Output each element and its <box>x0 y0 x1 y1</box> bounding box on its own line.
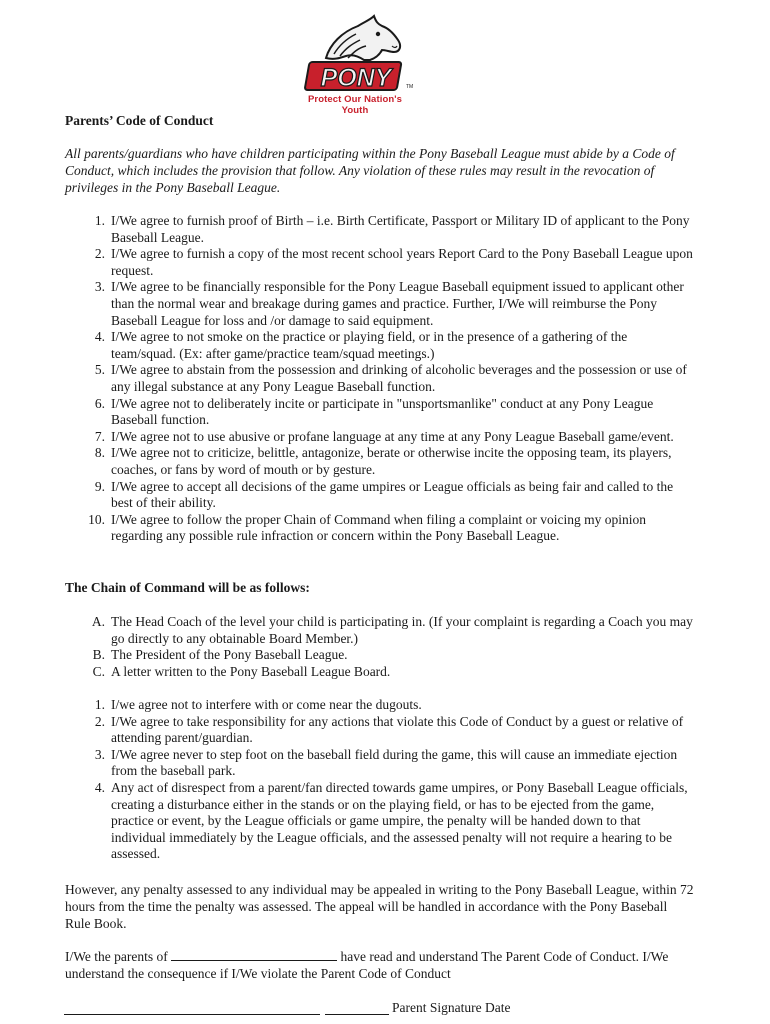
list-item-text: The Head Coach of the level your child is participating in. (If your complaint is regarding a Coach you may go directly to any obtainable Board Member.) <box>111 614 693 646</box>
list-item <box>65 512 693 545</box>
list-item-number: 2. <box>94 246 105 262</box>
list-item-number: 1. <box>94 697 105 712</box>
signature-date-field[interactable] <box>325 1014 389 1015</box>
list-item-number: 5. <box>94 362 105 378</box>
list-item-text: A letter written to the Pony Baseball League Board. <box>111 663 391 679</box>
list-item-text: Any act of disrespect from a parent/fan directed towards game umpires, or Pony Baseball League officials, creating a disturbance either in the stands or on the playing field, or has to be ejected from the game, practice or event, by the League officials or game umpire, the penalty will be handed down to that individual immediately by the League officials, and the assessed penalty will not require a hearing to be assessed. <box>111 779 688 862</box>
list-item-number: 4. <box>94 779 105 795</box>
list-item-number: 1. <box>94 213 105 228</box>
rules-list <box>65 213 693 545</box>
list-item <box>65 664 693 681</box>
list-item <box>65 747 693 780</box>
list-item <box>65 429 693 446</box>
list-item <box>65 479 693 512</box>
acknowledgement-paragraph <box>65 948 695 982</box>
list-item-number: 2. <box>94 713 105 729</box>
appeal-paragraph: However, any penalty assessed to any individual may be appealed in writing to the Pony Baseball League, within 72 hours from the time the penalty was assessed. The appeal will be handled in accordance with the Pony Baseball Rule Book. <box>65 882 694 931</box>
list-item <box>65 213 693 246</box>
horse-head-logo-icon <box>296 14 414 94</box>
list-item-number: 3. <box>94 746 105 762</box>
list-item-text: I/We agree to take responsibility for any actions that violate this Code of Conduct by a guest or relative of attending parent/guardian. <box>111 713 684 746</box>
list-item-letter: A. <box>91 614 105 629</box>
list-item <box>65 697 693 714</box>
list-item-text: I/We agree never to step foot on the baseball field during the game, this will cause an immediate ejection from the baseball park. <box>111 746 678 779</box>
chain-of-command-heading: The Chain of Command will be as follows: <box>65 580 310 595</box>
svg-text:TM: TM <box>406 84 414 90</box>
list-item-number: 6. <box>94 395 105 411</box>
logo-tagline: Protect Our Nation's Youth <box>308 94 402 116</box>
list-item <box>65 329 693 362</box>
list-item-number: 9. <box>94 478 105 494</box>
signature-label: Parent Signature Date <box>392 1000 511 1015</box>
list-item-letter: B. <box>92 647 105 663</box>
pony-logo <box>296 14 414 116</box>
list-item <box>65 780 693 863</box>
list-item-number: 3. <box>94 279 105 295</box>
list-item-text: I/We agree to abstain from the possession and drinking of alcoholic beverages and the possession or use of any illegal substance at any Pony League Baseball function. <box>111 362 687 394</box>
parent-signature-field[interactable] <box>64 1014 320 1015</box>
list-item <box>65 362 693 395</box>
list-item-number: 7. <box>94 428 105 444</box>
list-item <box>65 714 693 747</box>
list-item-text: I/We agree to follow the proper Chain of Command when filing a complaint or voicing my opinion regarding any possible rule infraction or concern within the Pony Baseball League. <box>111 511 647 544</box>
additional-rules-list <box>65 697 693 863</box>
list-item-number: 4. <box>94 329 105 345</box>
child-name-field[interactable] <box>171 948 337 961</box>
list-item-text: I/We agree to furnish a copy of the most recent school years Report Card to the Pony Baseball League upon request. <box>111 246 693 278</box>
ack-text-before: I/We the parents of <box>65 949 168 964</box>
list-item-number: 10. <box>88 511 105 527</box>
list-item <box>65 279 693 329</box>
list-item-letter: C. <box>92 663 105 679</box>
chain-of-command-list <box>65 614 693 680</box>
list-item-text: I/We agree to be financially responsible for the Pony League Baseball equipment issued to applicant other than the normal wear and breakage during games and practice. Further, I/We will reimburse the Pony Baseball League for loss and /or damage to said equipment. <box>111 279 684 328</box>
list-item <box>65 396 693 429</box>
list-item-text: I/We agree to furnish proof of Birth – i.e. Birth Certificate, Passport or Military ID of applicant to the Pony Baseball League. <box>111 213 690 245</box>
ack-text-after: have read and understand The Parent Code of Conduct. I/We understand the consequence if I/We violate the Parent Code of Conduct <box>65 949 669 981</box>
pony-wordmark: PONY <box>320 64 392 92</box>
list-item-text: I/We agree to not smoke on the practice or playing field, or in the presence of a gathering of the team/squad. (Ex: after game/practice team/squad meetings.) <box>111 329 628 361</box>
list-item <box>65 246 693 279</box>
list-item-text: I/we agree not to interfere with or come near the dugouts. <box>111 697 422 712</box>
list-item <box>65 614 693 647</box>
page-title: Parents’ Code of Conduct <box>65 113 214 128</box>
list-item <box>65 647 693 664</box>
list-item <box>65 445 693 478</box>
intro-paragraph: All parents/guardians who have children participating within the Pony Baseball League must abide by a Code of Conduct, which includes the provision that follow. Any violation of these rules may result in the revocation of privileges in the Pony Baseball League. <box>65 146 675 195</box>
list-item-number: 8. <box>94 445 105 461</box>
list-item-text: I/We agree not to deliberately incite or participate in "unsportsmanlike" conduct at any Pony League Baseball function. <box>111 395 654 428</box>
list-item-text: The President of the Pony Baseball League. <box>111 647 348 663</box>
list-item-text: I/We agree not to criticize, belittle, antagonize, berate or otherwise incite the opposing team, its players, coaches, or fans by word of mouth or by gesture. <box>111 445 672 477</box>
list-item-text: I/We agree to accept all decisions of the game umpires or League officials as being fair and called to the best of their ability. <box>111 478 674 511</box>
list-item-text: I/We agree not to use abusive or profane language at any time at any Pony League Baseball game/event. <box>111 428 674 444</box>
